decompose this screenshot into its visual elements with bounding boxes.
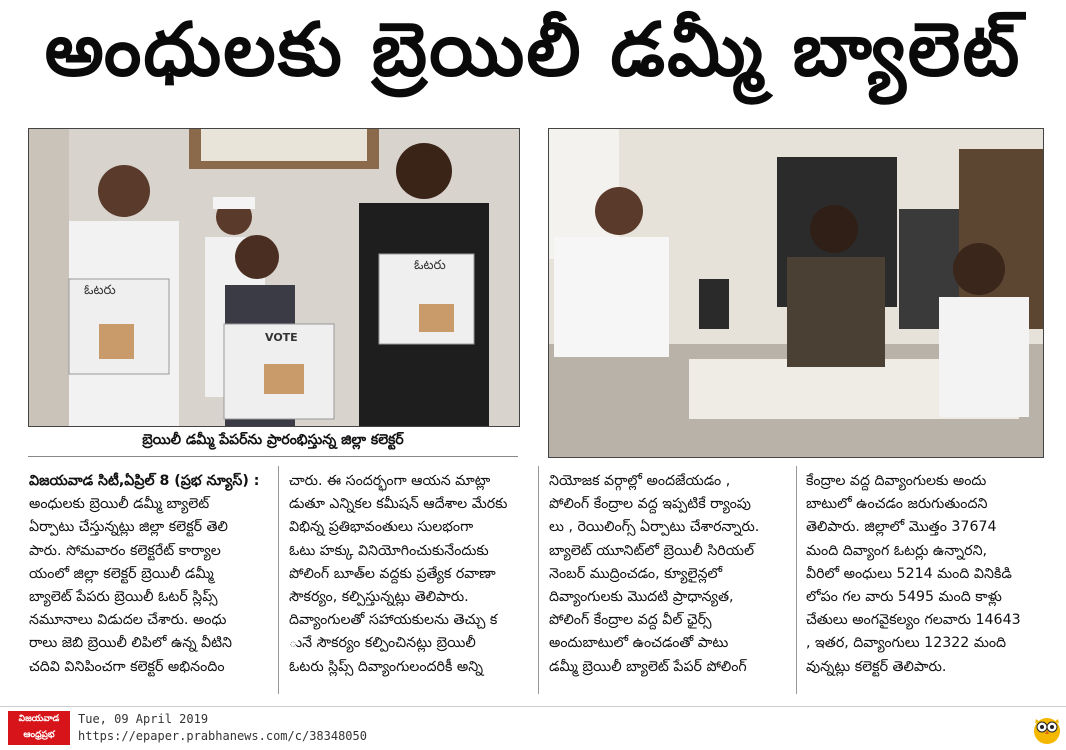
newspaper-logo[interactable] xyxy=(8,711,70,745)
article-line: ఓటరు స్లిప్స్ దివ్యాంగులందరికీ అన్ని xyxy=(289,658,484,675)
poster-word-2: ఓటరు xyxy=(414,258,446,273)
article-line: బాటులో ఉంచడం జరుగుతుందని xyxy=(806,496,988,513)
article-line: తెలిపారు. జిల్లాలో మొత్తం 37674 xyxy=(806,519,997,536)
column-divider xyxy=(796,466,797,694)
article-line: దివ్యాంగులకు మొదటి ప్రాధాన్యత, xyxy=(549,589,734,606)
logo-edition: విజయవాడ xyxy=(18,714,60,724)
article-line: పారు. సోమవారం కలెక్టరేట్ కార్యాల xyxy=(29,542,221,559)
photo-caption: బ్రెయిలీ డమ్మీ పేపర్‌ను ప్రారంభిస్తున్న జిల్లా కలెక్టర్ xyxy=(28,426,518,457)
article-line: విజయవాడ సిటీ,ఏప్రిల్ 8 (ప్రభ న్యూస్) : xyxy=(29,473,260,489)
article-line: నమూనాలు విడుదల చేశారు. అంధు xyxy=(29,612,227,629)
article-column-1 xyxy=(29,470,273,679)
footer-url[interactable]: https://epaper.prabhanews.com/c/38348050 xyxy=(78,729,367,743)
article-line: సౌకర్యం, కల్పిస్తున్నట్లు తెలిపారు. xyxy=(289,589,469,606)
article-line: ఏర్పాటు చేస్తున్నట్లు జిల్లా కలెక్టర్ తెలి xyxy=(29,519,228,536)
column-divider xyxy=(538,466,539,694)
article-line: లోపం గల వారు 5495 మంది కాళ్లు xyxy=(806,589,1002,606)
logo-title: ఆంధ్రప్రభ xyxy=(23,730,55,740)
article-column-3 xyxy=(549,470,793,679)
article-line: అందుబాటులో ఉంచడంతో పాటు xyxy=(549,635,729,652)
poster-vote: VOTE xyxy=(265,331,298,344)
article-line: అంధులకు బ్రెయిలీ డమ్మీ బ్యాలెట్ xyxy=(29,496,210,513)
article-line: కేంద్రాల వద్ద దివ్యాంగులకు అందు xyxy=(806,473,987,489)
article-line: విభిన్న ప్రతిభావంతులు సులభంగా xyxy=(289,519,474,536)
article-line: వీరిలో అంధులు 5214 మంది వినికిడి xyxy=(806,565,1012,582)
headline-text: అంధులకు బ్రెయిలీ డమ్మీ బ్యాలెట్ xyxy=(44,7,1022,93)
article-line: నియోజక వర్గాల్లో అందజేయడం , xyxy=(549,473,731,489)
article-line: ఓటు హక్కు వినియోగించుకునేందుకు xyxy=(289,542,489,559)
article-line: చారు. ఈ సందర్భంగా ఆయన మాట్లా xyxy=(289,473,491,489)
article-line: చేతులు అంగవైకల్యం గలవారు 14643 xyxy=(806,612,1021,629)
footer-date: Tue, 09 April 2019 xyxy=(78,712,209,726)
photo-collector-launch xyxy=(28,128,520,427)
article-line: చదివి వినిపించగా కలెక్టర్ అభినందిం xyxy=(29,658,225,675)
photo-left-illustration xyxy=(29,129,519,426)
article-line: , ఇతర, దివ్యాంగులు 12322 మంది xyxy=(806,635,1007,652)
article-column-2 xyxy=(289,470,533,679)
article-line: లు , రెయిలింగ్స్ ఏర్పాటు చేశారన్నారు. xyxy=(549,519,760,536)
owl-icon[interactable] xyxy=(1032,713,1062,745)
poster-word-1: ఓటరు xyxy=(84,283,116,298)
article-line: ునే సౌకర్యం కల్పించినట్లు బ్రెయిలీ xyxy=(289,635,476,652)
article-column-4 xyxy=(806,470,1050,679)
article-line: డుతూ ఎన్నికల కమీషన్ ఆదేశాల మేరకు xyxy=(289,496,508,513)
article-line: నెంబర్ ముద్రించడం, క్యూలైన్లలో xyxy=(549,565,723,582)
article-line: పోలింగ్ కేంద్రాల వద్ద వీల్ ఛైర్స్ xyxy=(549,612,712,629)
article-line: మంది దివ్యాంగ ఓటర్లు ఉన్నారని, xyxy=(806,542,988,559)
photo-collector-office xyxy=(548,128,1044,458)
article-line: పోలింగ్ కేంద్రాల వద్ద ఇప్పటికే ర్యాంపు xyxy=(549,496,751,513)
article-line: డమ్మీ బ్రెయిలీ బ్యాలెట్ పేపర్ పోలింగ్ xyxy=(549,658,747,675)
column-divider xyxy=(278,466,279,694)
photo-right-illustration xyxy=(549,129,1043,457)
article-line: యంలో జిల్లా కలెక్టర్ బ్రెయిలీ డమ్మీ xyxy=(29,565,214,582)
article-line: దివ్యాంగులతో సహాయకులను తెచ్చు క xyxy=(289,612,498,629)
article-line: బ్యాలెట్ పేపరు బ్రెయిలీ ఓటర్ స్లిప్స్ xyxy=(29,589,218,606)
article-line: రాలు జెబి బ్రెయిలీ లిపిలో ఉన్న వీటిని xyxy=(29,635,232,652)
headline xyxy=(0,0,1066,118)
article-line: బ్యాలెట్ యూనిట్‌లో బ్రెయిలీ సిరియల్ xyxy=(549,542,755,559)
article-line: వున్నట్లు కలెక్టర్ తెలిపారు. xyxy=(806,658,947,675)
footer xyxy=(0,706,1066,750)
article-line: పోలింగ్ బూత్‌ల వద్దకు ప్రత్యేక రవాణా xyxy=(289,565,496,582)
